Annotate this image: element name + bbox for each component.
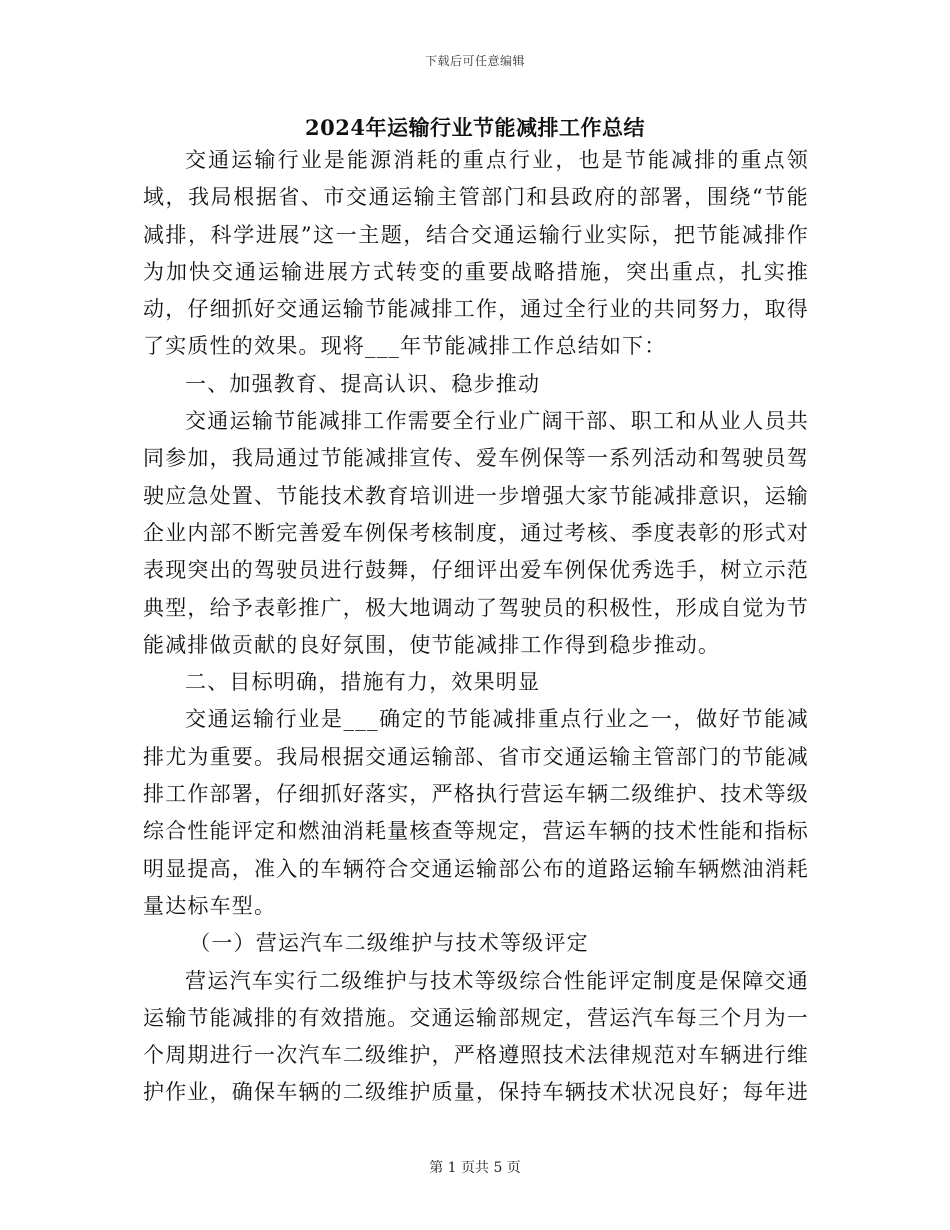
section-2-paragraph: 交通运输行业是___确定的节能减排重点行业之一，做好节能减排尤为重要。我局根据交通运输部、省市交通运输主管部门的节能减排工作部署，仔细抓好落实，严格执行营运车辆二级维护、技术等级综合性能评定和燃油消耗量核查等规定，营运车辆的技术性能和指标明显提高，准入的车辆符合交通运输部公布的道路运输车辆燃油消耗量达标车型。 (143, 707, 809, 918)
section-heading-2: 二、目标明确，措施有力，效果明显 (185, 670, 541, 695)
subsection-heading-1: （一）营运汽车二级维护与技术等级评定 (189, 931, 589, 956)
page-number-footer: 第 1 页共 5 页 (429, 1160, 521, 1176)
document-body (143, 142, 809, 1112)
section-1-paragraph: 交通运输节能减排工作需要全行业广阔干部、职工和从业人员共同参加，我局通过节能减排宣传、爱车例保等一系列活动和驾驶员驾驶应急处置、节能技术教育培训进一步增强大家节能减排意识，运输企业内部不断完善爱车例保考核制度，通过考核、季度表彰的形式对表现突出的驾驶员进行鼓舞，仔细评出爱车例保优秀选手，树立示范典型，给予表彰推广，极大地调动了驾驶员的积极性，形成自觉为节能减排做贡献的良好氛围，使节能减排工作得到稳步推动。 (143, 409, 809, 657)
section-heading-1: 一、加强教育、提高认识、稳步推动 (185, 371, 541, 396)
header-note: 下载后可任意编辑 (424, 54, 525, 68)
intro-paragraph: 交通运输行业是能源消耗的重点行业，也是节能减排的重点领域，我局根据省、市交通运输主管部门和县政府的部署，围绕“节能减排，科学进展”这一主题，结合交通运输行业实际，把节能减排作为加快交通运输进展方式转变的重要战略措施，突出重点，扎实推动，仔细抓好交通运输节能减排工作，通过全行业的共同努力，取得了实质性的效果。现将___年节能减排工作总结如下： (143, 148, 809, 359)
document-title: 2024年运输行业节能减排工作总结 (305, 115, 645, 140)
subsection-1-paragraph: 营运汽车实行二级维护与技术等级综合性能评定制度是保障交通运输节能减排的有效措施。交通运输部规定，营运汽车每三个月为一个周期进行一次汽车二级维护，严格遵照技术法律规范对车辆进行维护作业，确保车辆的二级维护质量，保持车辆技术状况良好；每年进 (143, 968, 809, 1105)
